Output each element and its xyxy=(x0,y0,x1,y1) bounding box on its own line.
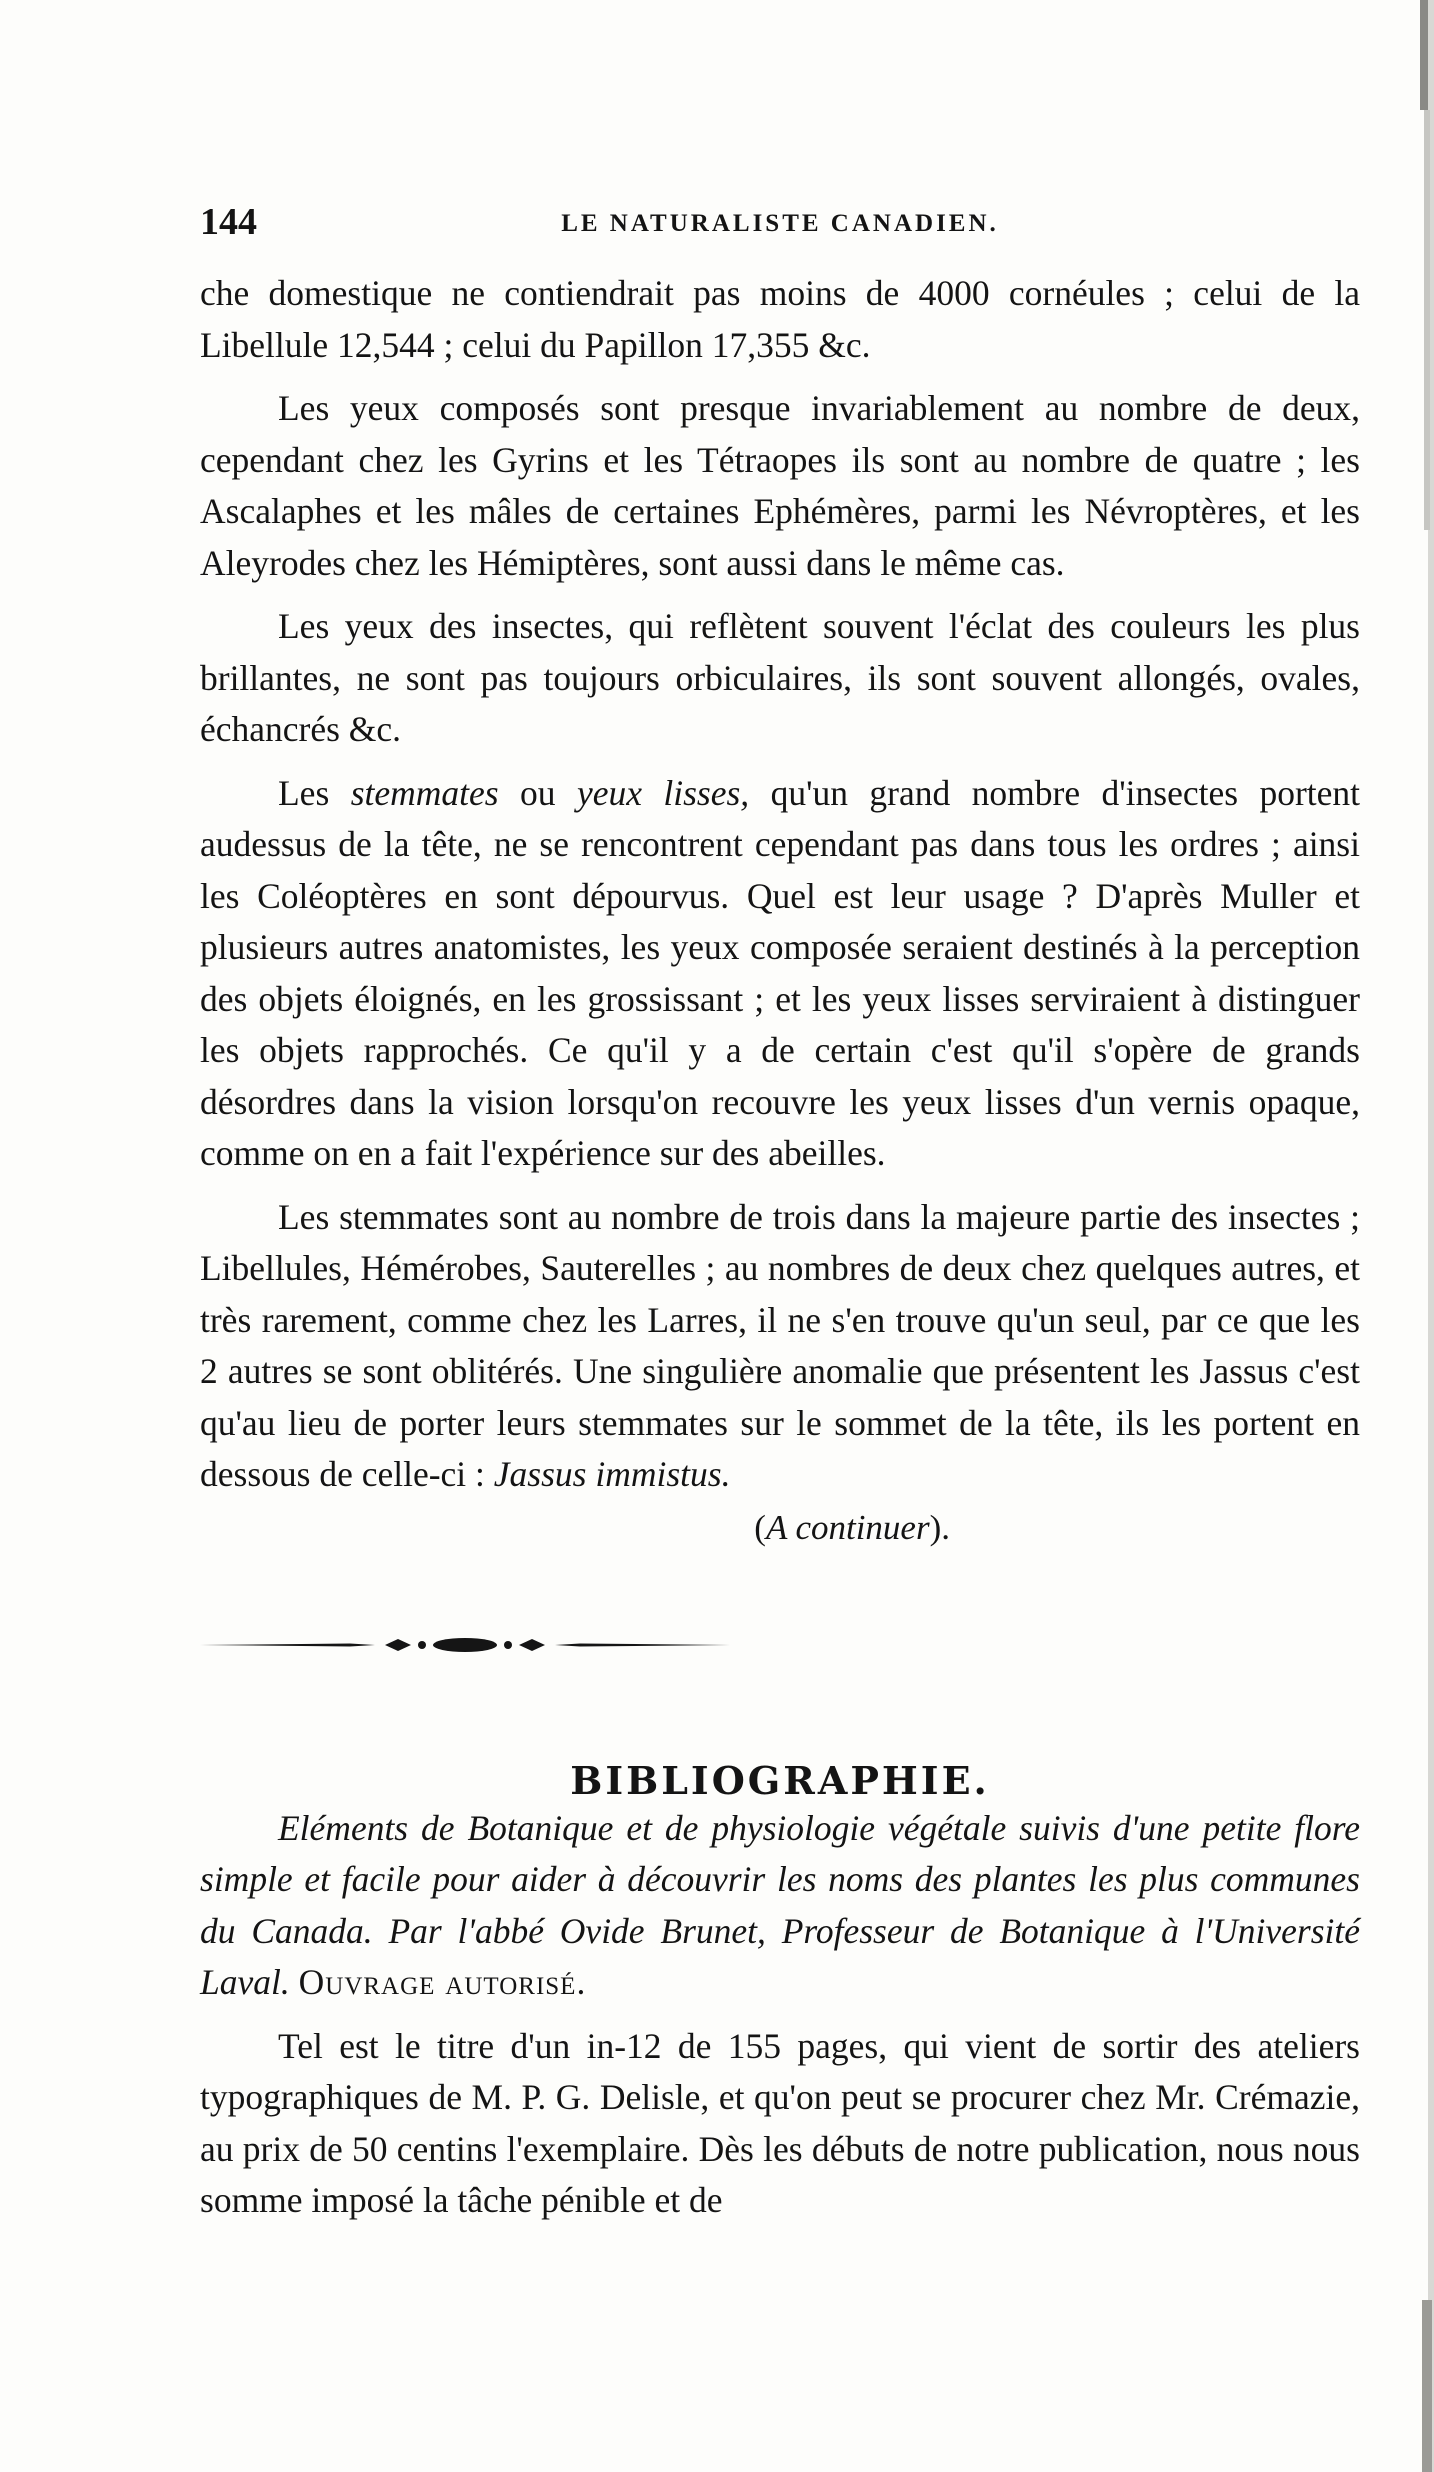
article-body xyxy=(200,268,1360,1501)
section-title: BIBLIOGRAPHIE. xyxy=(570,1757,990,1803)
paragraph-4-after: qu'un grand nombre d'insectes portent audessus de la tête, ne se rencontrent cependant pas dans tous les ordres ; ainsi les Coléoptères en sont dépourvus. Quel est leur usage ? D'après Muller et plusieurs autres anatomistes, les yeux composée seraient destinés à la perception des objets éloignés, en les grossissant ; et les yeux lisses serviraient à distinguer les objets rapprochés. Ce qu'il y a de certain c'est qu'il s'opère de grands désordres dans la vision lorsqu'on recouvre les yeux lisses d'un vernis opaque, comme on en a fait l'expérience sur des abeilles. xyxy=(200,772,1361,1173)
scan-edge-noise xyxy=(1394,0,1434,2472)
section-divider-ornament xyxy=(200,1633,730,1657)
ornament-center-lozenge xyxy=(433,1638,497,1652)
term-yeux-lisses: yeux lisses, xyxy=(576,772,750,813)
term-stemmates: stemmates xyxy=(350,772,499,813)
paragraph-2: Les yeux composés sont presque invariablement au nombre de deux, cependant chez les Gyrins et les Tétraopes ils sont au nombre de quatre ; les Ascalaphes et les mâles de certaines Ephémères, parmi les Névroptères, et les Aleyrodes chez les Hémiptères, sont aussi dans le même cas. xyxy=(200,388,1360,583)
paragraph-4-before: Les xyxy=(278,772,351,813)
species-name: Jassus immistus. xyxy=(493,1454,731,1494)
continuation-open: ( xyxy=(754,1507,766,1547)
paragraph-5-text: Les stemmates sont au nombre de trois dans la majeure partie des insectes ; Libellules, Hémérobes, Sauterelles ; au nombres de deux chez quelques autres, et très rarement, comme chez les Larres, il ne s'en trouve qu'un seul, par ce que les 2 autres se sont oblitérés. Une singulière anomalie que présentent les Jassus c'est qu'au lieu de porter leurs stemmates sur le sommet de la tête, ils les portent en dessous de celle-ci : xyxy=(200,1196,1360,1494)
review-paragraph: Tel est le titre d'un in-12 de 155 pages, qui vient de sortir des ateliers typographiques de M. P. G. Delisle, et qu'on peut se procurer chez Mr. Crémazie, au prix de 50 centins l'exemplaire. Dès les débuts de notre publication, nous nous somme imposé la tâche pénible et de xyxy=(200,2025,1360,2220)
ornament-left-rule xyxy=(200,1643,375,1646)
page xyxy=(200,200,1360,2227)
paragraph-5 xyxy=(200,1192,1360,1501)
ornament-dot-right xyxy=(504,1641,512,1649)
continuation-italic: A continuer xyxy=(765,1507,930,1547)
to-be-continued xyxy=(200,1503,1360,1553)
ornament-right-rule xyxy=(555,1643,730,1646)
paragraph-4 xyxy=(200,768,1360,1180)
running-head xyxy=(200,200,1360,260)
ornament-left-diamond xyxy=(385,1639,411,1651)
ornament-dot-left xyxy=(418,1641,426,1649)
book-title: Eléments de Botanique et de physiologie végétale suivis d'une petite flore simple et facile pour aider à découvrir les noms des plantes les plus communes du Canada. Par l'abbé Ovide Brunet, Professeur de Botanique à l'Université Laval. xyxy=(200,1807,1360,2002)
paragraph-3: Les yeux des insectes, qui reflètent souvent l'éclat des couleurs les plus brillantes, ne sont pas toujours orbiculaires, ils sont souvent allongés, ovales, échancrés &c. xyxy=(200,606,1360,749)
continuation-close: ). xyxy=(929,1507,950,1547)
bibliography-body xyxy=(200,1803,1360,2227)
book-citation xyxy=(200,1803,1360,2009)
paragraph-4-middle: ou xyxy=(498,772,577,813)
page-number: 144 xyxy=(200,201,257,243)
authorized-note: Ouvrage autorisé. xyxy=(298,1962,587,2002)
journal-title: LE NATURALISTE CANADIEN. xyxy=(561,210,999,237)
paragraph-1: che domestique ne contiendrait pas moins de 4000 cornéules ; celui de la Libellule 12,544 ; celui du Papillon 17,355 &c. xyxy=(200,273,1360,365)
ornament-right-diamond xyxy=(519,1639,545,1651)
